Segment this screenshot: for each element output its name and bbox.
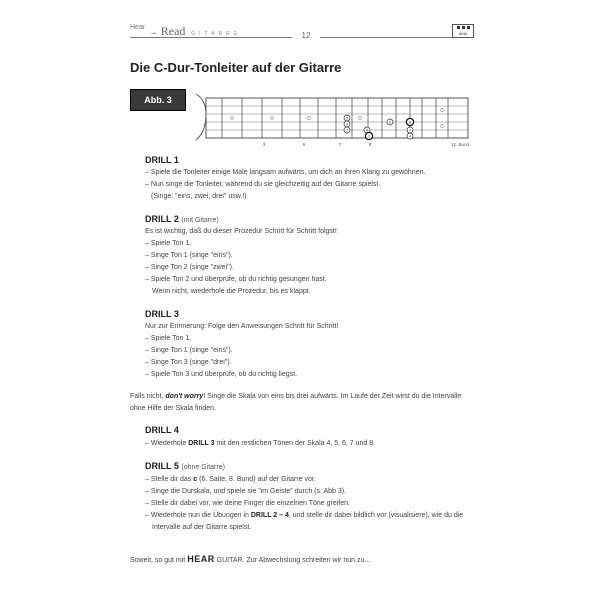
drill2-heading (145, 214, 219, 224)
note-7: 7 (408, 127, 412, 133)
drill2-line3: – Singe Ton 1 (singe "eins"). (145, 252, 233, 259)
drill4-line1 (145, 439, 375, 448)
note-2: 3 (345, 121, 349, 127)
frets (222, 98, 448, 138)
dont-worry: don't worry (165, 393, 204, 400)
badge-dot-icon (462, 26, 465, 29)
drill5-l4-post: , und stelle dir dabei bildlich vor (visualisiere), wie du die (288, 512, 464, 519)
drill4-pre: – Wiederhole (145, 440, 189, 447)
drill3-line2: – Spiele Ton 1. (145, 335, 192, 342)
drill3-line5: – Spiele Ton 3 und überprüfe, ob du richtig liegst. (145, 371, 298, 378)
drill1-heading: DRILL 1 (145, 155, 179, 165)
drill5-heading (145, 461, 225, 471)
drill3-line1: Nur zur Erinnerung: Folge den Anweisungen Schritt für Schritt! (145, 323, 339, 330)
badge-text: AMA (458, 31, 468, 36)
fret-label-9: 9 (368, 142, 372, 147)
note-3: 4 (365, 127, 369, 133)
headstock-curve (196, 94, 206, 140)
drill1-line3: (Singe: "eins, zwei, drei" usw.!) (151, 193, 247, 200)
drill1-line1: – Spiele die Tonleiter einige Male langsam aufwärts, um dich an ihren Klang zu gewöhnen. (145, 169, 426, 176)
drill5-line4 (145, 511, 463, 520)
drill2-line2: – Spiele Ton 1. (145, 240, 192, 247)
falls-nicht-post: ! Singe die Skala von eins bis drei aufwärts. Im Laufe der Zeit wirst du die Intervalle (203, 393, 462, 400)
drill4-heading: DRILL 4 (145, 425, 179, 435)
drill4-post: mit den restlichen Tönen der Skala 4, 5, 6, 7 und 8. (214, 440, 376, 447)
drill3-line3: – Singe Ton 1 (singe "eins"). (145, 347, 233, 354)
note-1: 2 (345, 127, 349, 133)
logo-arrow: → (147, 27, 158, 38)
drill2-line6: Wenn nicht, wiederhole die Prozedur, bis es klappt. (152, 288, 311, 295)
note-root: 1 (367, 133, 371, 139)
closing-guitar: GUITAR (214, 557, 243, 564)
drill5-l4-pre: – Wiederhole nun die Übungen in (145, 512, 251, 519)
publisher-badge (452, 24, 474, 38)
falls-nicht-pre: Falls nicht, (130, 393, 166, 400)
fretboard-outline (206, 98, 468, 138)
page-title: Die C-Dur-Tonleiter auf der Gitarre (130, 60, 342, 75)
drill2-title: DRILL 2 (145, 214, 179, 224)
badge-dot-icon (457, 26, 460, 29)
drill1-line2: – Nun singe die Tonleiter, während du sie gleichzeitig auf der Gitarre spielst. (145, 181, 381, 188)
logo-hear: Hear (130, 24, 146, 31)
drill4-ref: DRILL 3 (188, 440, 215, 447)
drill5-line1 (145, 475, 316, 484)
strings (206, 106, 468, 130)
scale-notes (344, 115, 414, 140)
falls-nicht-paragraph (130, 392, 461, 401)
drill5-l1-pre: – Stelle dir das (145, 476, 194, 483)
logo-read: Read (160, 24, 186, 38)
logo-gitarre: GITARRE (191, 31, 242, 37)
drill5-subtitle: (ohne Gitarre) (181, 464, 225, 471)
drill3-heading: DRILL 3 (145, 309, 179, 319)
drill5-line5: Intervalle auf der Gitarre spielst. (152, 524, 252, 531)
figure-label: Abb. 3 (130, 89, 186, 111)
fret-label-12: 12. Bund (450, 142, 470, 147)
badge-dot-icon (467, 26, 470, 29)
note-4: 5 (345, 115, 349, 121)
closing-post: . Zur Abwechslung schreiten wir nun zu... (242, 557, 371, 564)
fret-numbers (263, 142, 470, 147)
drill5-l1-post: (6. Saite, 8. Bund) auf der Gitarre vor. (197, 476, 316, 483)
fret-label-5: 5 (302, 142, 306, 147)
drill5-note-c: c (193, 476, 198, 483)
note-8: 8 (408, 119, 412, 125)
drill2-line5: – Spiele Ton 2 und überprüfe, ob du richtig gesungen hast. (145, 276, 327, 283)
falls-nicht-line2: ohne Hilfe der Skala finden. (130, 405, 216, 412)
note-6: 6 (388, 119, 392, 125)
closing-pre: Soweit, so gut mit (130, 557, 188, 564)
drill2-subtitle: (mit Gitarre) (181, 217, 219, 224)
drill2-line4: – Singe Ton 2 (singe "zwei"). (145, 264, 234, 271)
drill3-line4: – Singe Ton 3 (singe "drei"). (145, 359, 232, 366)
drill2-line1: Es ist wichtig, daß du dieser Prozedur Schritt für Schritt folgst! (145, 228, 337, 235)
fretboard-diagram (192, 92, 482, 152)
drill5-line2: – Singe die Durskala, und spiele sie "im Geiste" durch (s. Abb 3). (145, 488, 347, 495)
closing-line (130, 555, 370, 565)
page-number: 12 (292, 31, 320, 40)
note-5: 4 (408, 133, 412, 139)
drill5-ref: DRILL 2 – 4 (250, 512, 289, 519)
drill5-title: DRILL 5 (145, 461, 179, 471)
fret-label-3: 3 (262, 142, 266, 147)
drill5-line3: – Stelle dir dabei vor, wie deine Finger die einzelnen Töne greifen. (145, 500, 350, 507)
hear-logo: HEAR (187, 554, 215, 564)
fret-label-7: 7 (338, 142, 342, 147)
